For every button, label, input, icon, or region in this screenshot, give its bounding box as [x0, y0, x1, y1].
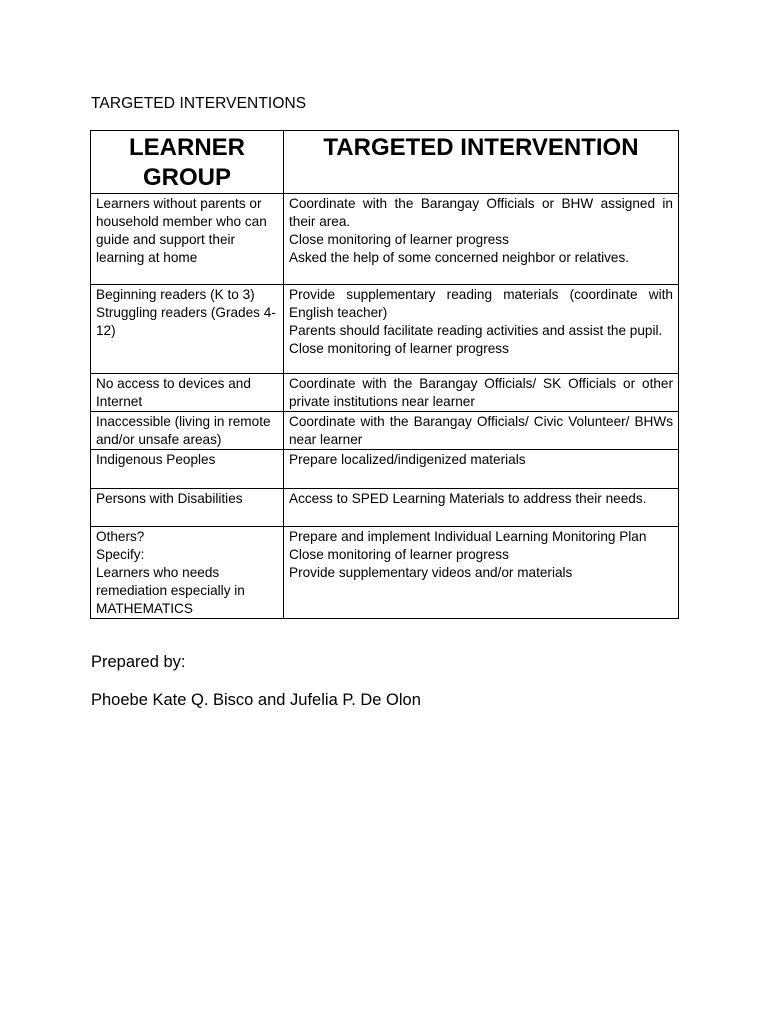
table-row	[91, 527, 679, 619]
learner-group-text: Others?	[96, 529, 145, 544]
table-row	[91, 374, 679, 412]
interventions-table	[90, 130, 679, 619]
intervention-text: Access to SPED Learning Materials to address their needs.	[289, 491, 647, 506]
learner-group-text: Learners who needs remediation especially in MATHEMATICS	[96, 565, 245, 616]
intervention-text: Parents should facilitate reading activities and assist the pupil.	[289, 323, 663, 338]
intervention-text: Prepare localized/indigenized materials	[289, 452, 526, 467]
document-title: TARGETED INTERVENTIONS	[91, 95, 307, 112]
learner-group-cell	[91, 527, 284, 619]
intervention-text: Coordinate with the Barangay Officials or BHW assigned in their area.	[289, 196, 673, 229]
learner-group-cell	[91, 285, 284, 374]
learner-group-cell	[91, 450, 284, 489]
intervention-text: Coordinate with the Barangay Officials/ Civic Volunteer/ BHWs near learner	[289, 414, 673, 447]
learner-group-text: Specify:	[96, 547, 145, 562]
table-row	[91, 194, 679, 285]
table-row	[91, 412, 679, 450]
intervention-text: Close monitoring of learner progress	[289, 341, 509, 356]
intervention-text: Close monitoring of learner progress	[289, 232, 509, 247]
intervention-cell	[284, 450, 679, 489]
table-row	[91, 450, 679, 489]
header-learner-group-line1: LEARNER	[128, 134, 245, 161]
intervention-text: Provide supplementary reading materials (coordinate with English teacher)	[289, 287, 673, 320]
intervention-cell	[284, 374, 679, 412]
intervention-cell	[284, 194, 679, 285]
intervention-text: Close monitoring of learner progress	[289, 547, 509, 562]
prepared-by-label: Prepared by:	[91, 653, 186, 671]
learner-group-text: No access to devices and Internet	[96, 376, 251, 409]
learner-group-cell	[91, 194, 284, 285]
header-targeted-intervention: TARGETED INTERVENTION	[284, 131, 679, 194]
learner-group-text: Learners without parents or household member who can guide and support their learning at home	[96, 196, 267, 265]
learner-group-cell	[91, 489, 284, 527]
learner-group-text: Persons with Disabilities	[96, 491, 243, 506]
intervention-text: Provide supplementary videos and/or materials	[289, 565, 573, 580]
intervention-text: Coordinate with the Barangay Officials/ SK Officials or other private institutions near learner	[289, 376, 673, 409]
header-learner-group	[91, 131, 284, 194]
learner-group-cell	[91, 374, 284, 412]
intervention-text: Asked the help of some concerned neighbor or relatives.	[289, 250, 630, 265]
intervention-cell	[284, 285, 679, 374]
intervention-cell	[284, 527, 679, 619]
header-learner-group-line2: GROUP	[142, 164, 231, 191]
intervention-cell	[284, 489, 679, 527]
learner-group-text: Struggling readers (Grades 4-12)	[96, 305, 276, 338]
intervention-text: Prepare and implement Individual Learning Monitoring Plan	[289, 529, 647, 544]
learner-group-text: Beginning readers (K to 3)	[96, 287, 255, 302]
learner-group-text: Inaccessible (living in remote and/or unsafe areas)	[96, 414, 271, 447]
table-row	[91, 285, 679, 374]
intervention-cell	[284, 412, 679, 450]
table-row	[91, 489, 679, 527]
learner-group-cell	[91, 412, 284, 450]
prepared-by-names: Phoebe Kate Q. Bisco and Jufelia P. De Olon	[91, 691, 421, 709]
header-row	[91, 131, 679, 194]
learner-group-text: Indigenous Peoples	[96, 452, 216, 467]
